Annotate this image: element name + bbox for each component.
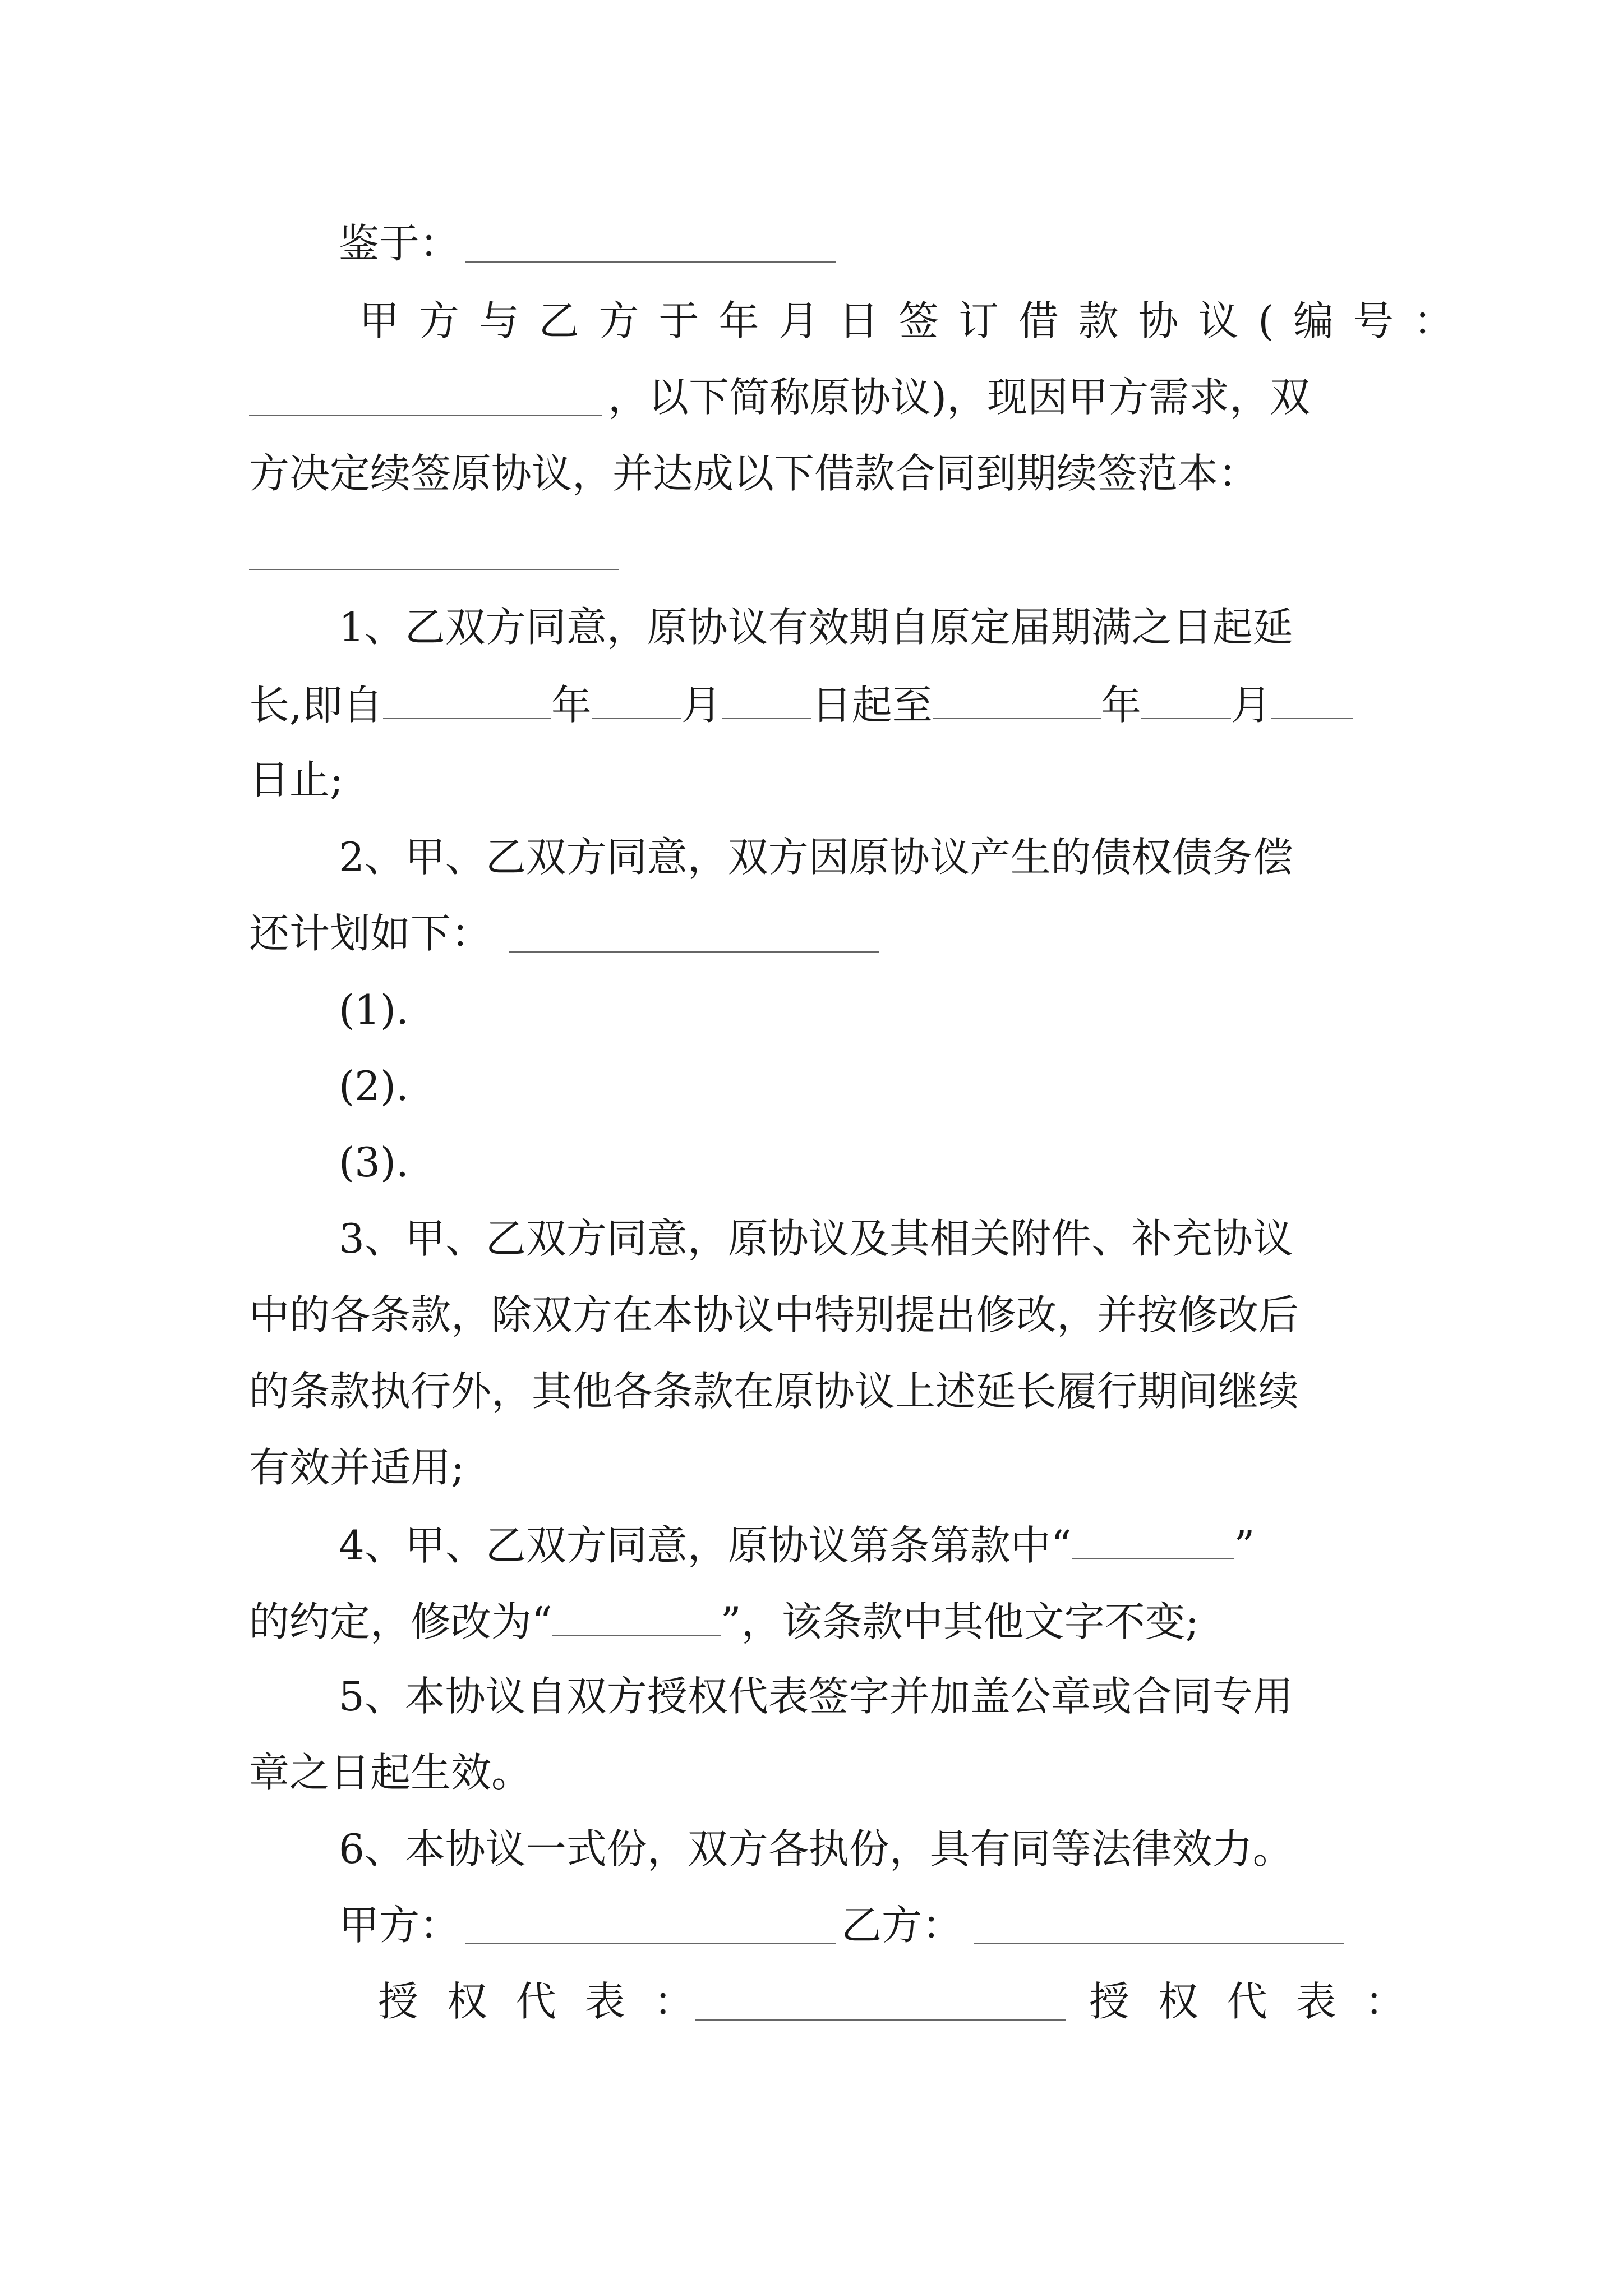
clause1-line-2 <box>249 682 1353 729</box>
end-day-blank <box>1271 683 1353 719</box>
clause3-line-4: 有效并适用; <box>249 1444 465 1491</box>
rep-b-label: 授 权 代 表 ： <box>1089 1978 1413 2025</box>
clause4-close-quote: ” <box>1234 1522 1255 1569</box>
plan-item-3: (3). <box>339 1139 409 1186</box>
start-month-blank <box>592 683 681 719</box>
clause4-line-1 <box>339 1522 1255 1569</box>
year-label-2: 年 <box>1100 682 1141 729</box>
clause6-line-1: 6、本协议一式份，双方各执份，具有同等法律效力。 <box>339 1825 1293 1872</box>
clause1-line-1: 1、乙双方同意，原协议有效期自原定届期满之日起延 <box>339 604 1293 651</box>
end-month-blank <box>1141 683 1231 719</box>
original-text-blank <box>1072 1524 1234 1559</box>
party-a-label: 甲方： <box>339 1902 460 1949</box>
clause3-line-3: 的条款执行外，其他各条款在原协议上述延长履行期间继续 <box>249 1368 1299 1415</box>
agreement-number-blank <box>249 415 602 416</box>
intro-line-1: 甲 方 与 乙 方 于 年 月 日 签 订 借 款 协 议 ( 编 号 ： <box>359 297 1458 344</box>
party-b-label: 乙方： <box>841 1902 963 1949</box>
clause3-line-1: 3、甲、乙双方同意，原协议及其相关附件、补充协议 <box>339 1215 1293 1262</box>
modified-text-blank <box>552 1600 721 1636</box>
whereas-blank <box>465 261 836 263</box>
clause4-original-label: 4、甲、乙双方同意，原协议第条第款中“ <box>339 1522 1072 1569</box>
clause5-line-1: 5、本协议自双方授权代表签字并加盖公章或合同专用 <box>339 1673 1293 1720</box>
clause2-line-2: 还计划如下： <box>249 910 492 957</box>
end-year-blank <box>933 683 1101 719</box>
month-label-2: 月 <box>1230 682 1271 729</box>
rep-a-blank <box>695 2019 1066 2021</box>
month-label: 月 <box>681 682 722 729</box>
clause1-line-3: 日止; <box>249 756 344 803</box>
repayment-plan-blank <box>509 951 879 953</box>
clause4-modified-label: 的约定，修改为“ <box>249 1598 552 1645</box>
clause1-from-label: 长,即自 <box>249 682 383 729</box>
start-day-blank <box>722 683 811 719</box>
rep-a-label: 授 权 代 表 ： <box>378 1978 702 2025</box>
clause4-line-2 <box>249 1598 1199 1645</box>
party-b-blank <box>974 1943 1344 1944</box>
clause4-tail: ”，该条款中其他文字不变; <box>720 1598 1199 1645</box>
year-label: 年 <box>551 682 592 729</box>
plan-item-2: (2). <box>339 1062 409 1110</box>
clause3-line-2: 中的各条款，除双方在本协议中特别提出修改，并按修改后 <box>249 1291 1299 1338</box>
intro-line-3: 方决定续签原协议，并达成以下借款合同到期续签范本： <box>249 450 1259 497</box>
start-year-blank <box>383 683 551 719</box>
clause2-line-1: 2、甲、乙双方同意，双方因原协议产生的债权债务偿 <box>339 834 1293 881</box>
to-label: 日起至 <box>811 682 933 729</box>
whereas-label: 鉴于： <box>339 220 460 267</box>
plan-item-1: (1). <box>339 986 409 1033</box>
intro-standalone-blank <box>249 569 619 570</box>
intro-line-2: ，以下简称原协议)，现因甲方需求，双 <box>608 374 1311 421</box>
party-a-blank <box>465 1943 836 1944</box>
clause5-line-2: 章之日起生效。 <box>249 1749 532 1796</box>
